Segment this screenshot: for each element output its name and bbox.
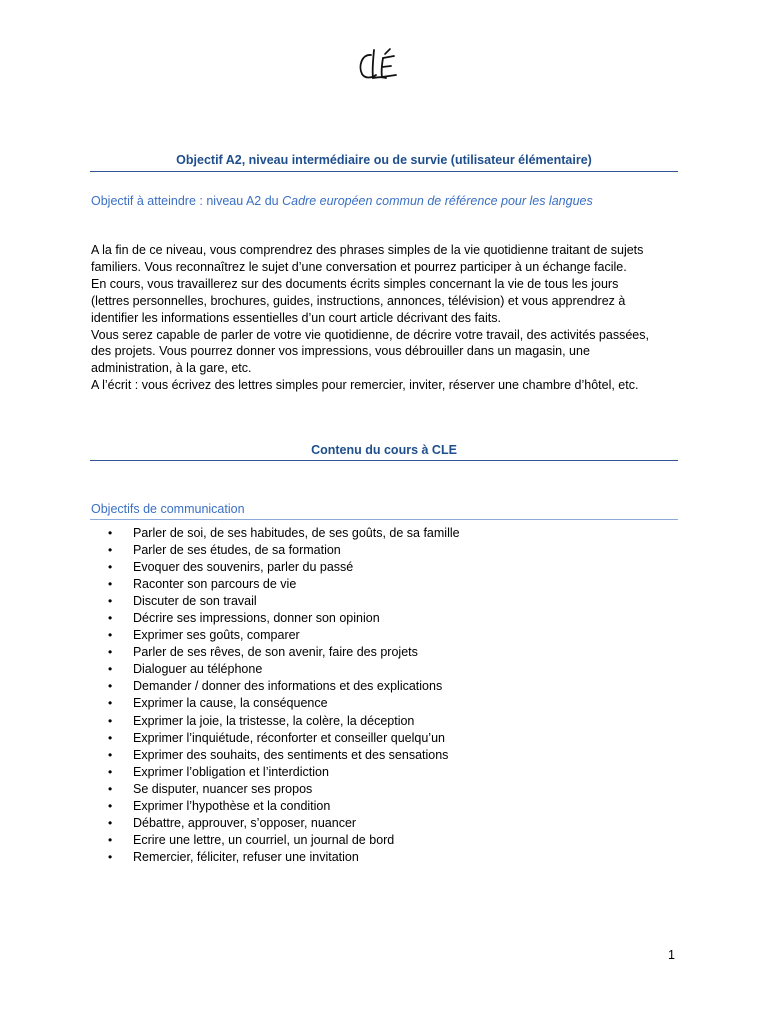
bullet-icon: •	[108, 543, 113, 558]
list-item-text: Débattre, approuver, s’opposer, nuancer	[133, 815, 357, 830]
list-item-text: Exprimer la joie, la tristesse, la colère, la déception	[133, 713, 415, 728]
list-item-text: Parler de soi, de ses habitudes, de ses goûts, de sa famille	[133, 526, 460, 540]
bullet-icon: •	[108, 832, 113, 847]
list-item-text: Discuter de son travail	[133, 594, 257, 609]
heading-rule	[90, 171, 678, 172]
heading-rule	[90, 460, 678, 461]
bullet-icon: •	[108, 679, 113, 694]
bullet-icon: •	[108, 560, 113, 575]
list-item-text: Se disputer, nuancer ses propos	[133, 781, 313, 796]
bullet-icon: •	[108, 798, 113, 813]
list-item-text: Exprimer l’inquiétude, réconforter et conseiller quelqu’un	[133, 730, 445, 745]
objective-prefix: Objectif à atteindre : niveau A2 du	[91, 194, 283, 208]
paragraph-line: des projets. Vous pourrez donner vos impressions, vous débrouiller dans un magasin, une	[91, 344, 590, 359]
paragraph-line: En cours, vous travaillerez sur des documents écrits simples concernant la vie de tous les jours	[91, 276, 619, 291]
bullet-icon: •	[108, 730, 113, 745]
list-item-text: Remercier, féliciter, refuser une invitation	[133, 849, 359, 864]
paragraph-line: familiers. Vous reconnaîtrez le sujet d’une conversation et pourrez participer à un échange facile.	[91, 259, 627, 274]
bullet-icon: •	[108, 594, 113, 609]
list-item-text: Exprimer la cause, la conséquence	[133, 696, 328, 711]
list-item-text: Décrire ses impressions, donner son opinion	[133, 611, 380, 626]
bullet-icon: •	[108, 781, 113, 796]
paragraph-line: identifier les informations essentielles d’un court article décrivant des faits.	[91, 310, 501, 325]
bullet-icon: •	[108, 713, 113, 728]
list-item-text: Ecrire une lettre, un courriel, un journal de bord	[133, 832, 395, 847]
list-item-text: Exprimer l’hypothèse et la condition	[133, 798, 331, 813]
bullet-icon: •	[108, 747, 113, 762]
heading-objective-a2: Objectif A2, niveau intermédiaire ou de survie (utilisateur élémentaire)	[176, 153, 592, 167]
list-item-text: Parler de ses rêves, de son avenir, faire des projets	[133, 645, 418, 660]
list-item-text: Evoquer des souvenirs, parler du passé	[133, 560, 354, 575]
paragraph-line: Vous serez capable de parler de votre vie quotidienne, de décrire votre travail, des activités passées,	[91, 327, 649, 342]
bullet-icon: •	[108, 815, 113, 830]
bullet-icon: •	[108, 764, 113, 779]
list-item-text: Dialoguer au téléphone	[133, 662, 263, 677]
bullet-icon: •	[108, 849, 113, 864]
page-number: 1	[668, 948, 675, 962]
bullet-icon: •	[108, 628, 113, 643]
cle-logo	[352, 42, 404, 86]
bullet-icon: •	[108, 577, 113, 592]
intro-paragraph	[91, 242, 691, 394]
objective-italic: Cadre européen commun de référence pour les langues	[282, 194, 593, 208]
list-item-text: Exprimer ses goûts, comparer	[133, 628, 300, 643]
paragraph-line: A la fin de ce niveau, vous comprendrez des phrases simples de la vie quotidienne traitant de sujets	[91, 243, 644, 257]
paragraph-line: A l’écrit : vous écrivez des lettres simples pour remercier, inviter, réserver une chambre d’hôtel, etc.	[91, 378, 639, 393]
list-item-text: Exprimer l’obligation et l’interdiction	[133, 764, 329, 779]
bullet-icon: •	[108, 696, 113, 711]
communication-objectives-heading: Objectifs de communication	[91, 502, 245, 516]
bullet-icon: •	[108, 662, 113, 677]
list-item-text: Raconter son parcours de vie	[133, 577, 297, 592]
paragraph-line: (lettres personnelles, brochures, guides, instructions, annonces, télévision) et vous apprendrez à	[91, 293, 626, 308]
bullet-icon: •	[108, 526, 113, 540]
objective-subtitle	[91, 194, 593, 208]
list-item-text: Demander / donner des informations et des explications	[133, 679, 443, 694]
subheading-rule	[90, 519, 678, 520]
list-item-text: Exprimer des souhaits, des sentiments et des sensations	[133, 747, 449, 762]
heading-course-content: Contenu du cours à CLE	[311, 443, 457, 457]
list-item-text: Parler de ses études, de sa formation	[133, 543, 341, 558]
paragraph-line: administration, à la gare, etc.	[91, 361, 252, 376]
bullet-icon: •	[108, 611, 113, 626]
bullet-icon: •	[108, 645, 113, 660]
